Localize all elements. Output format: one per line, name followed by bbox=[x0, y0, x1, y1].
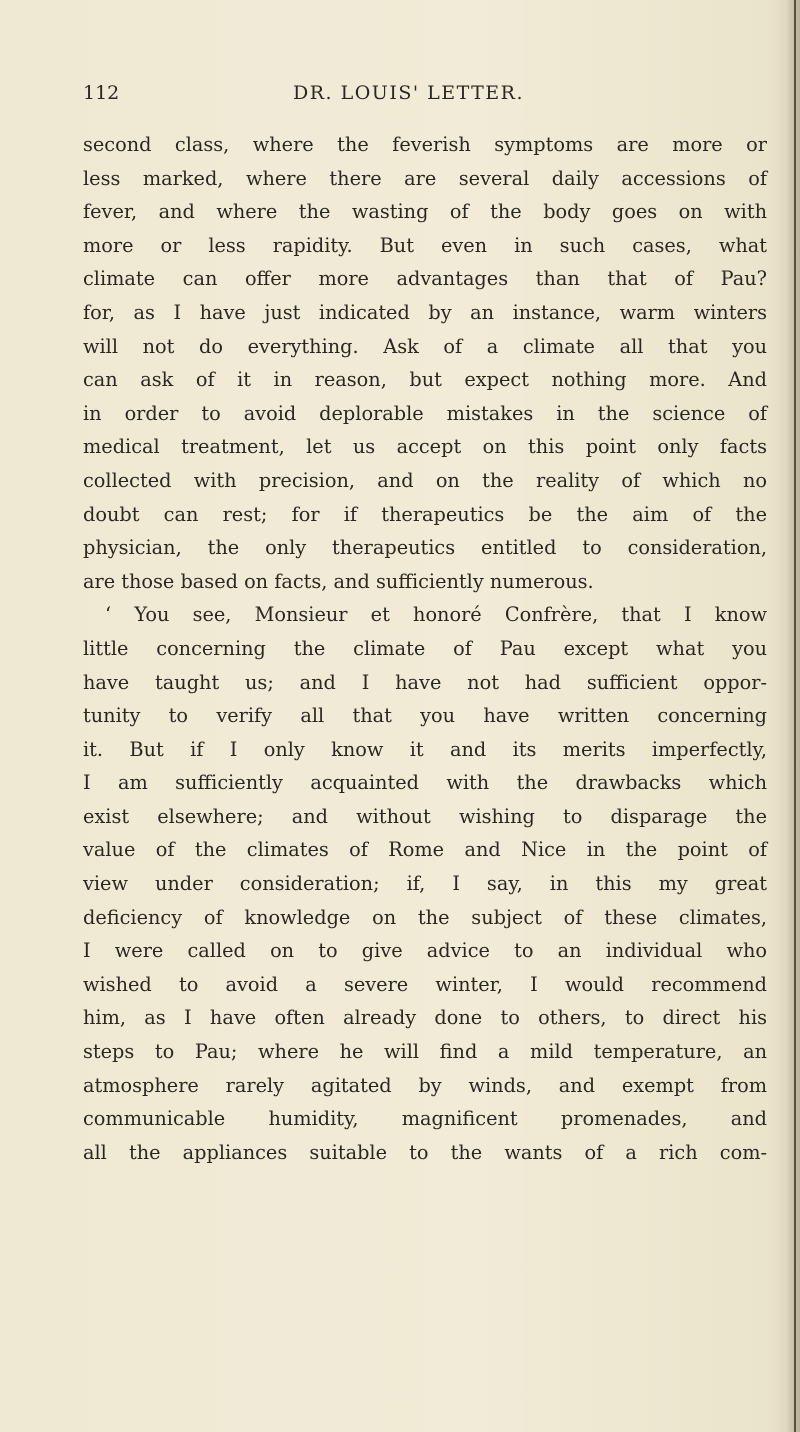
text-line: in order to avoid deplorable mistakes in the science of bbox=[83, 401, 767, 425]
text-line: medical treatment, let us accept on this point only facts bbox=[83, 435, 767, 459]
text-line: can ask of it in reason, but expect nothing more. And bbox=[83, 368, 767, 392]
text-line: value of the climates of Rome and Nice in the point of bbox=[83, 838, 767, 862]
text-line: atmosphere rarely agitated by winds, and exempt from bbox=[83, 1073, 767, 1097]
body-text bbox=[83, 128, 767, 1169]
text-line: for, as I have just indicated by an instance, warm winters bbox=[83, 300, 767, 324]
text-line: I am sufficiently acquainted with the drawbacks which bbox=[83, 771, 767, 795]
text-line: less marked, where there are several daily accessions of bbox=[83, 166, 767, 190]
text-line: collected with precision, and on the reality of which no bbox=[83, 468, 767, 492]
text-line: fever, and where the wasting of the body goes on with bbox=[83, 200, 767, 224]
page-edge-line bbox=[794, 0, 796, 1432]
page-number: 112 bbox=[83, 82, 120, 104]
text-line: second class, where the feverish symptoms are more or bbox=[83, 133, 767, 156]
text-line: it. But if I only know it and its merits imperfectly, bbox=[83, 737, 767, 761]
text-line: him, as I have often already done to others, to direct his bbox=[83, 1006, 767, 1030]
text-line: view under consideration; if, I say, in this my great bbox=[83, 872, 767, 896]
text-line: deficiency of knowledge on the subject of these climates, bbox=[83, 905, 767, 929]
text-line: physician, the only therapeutics entitled to consideration, bbox=[83, 536, 767, 560]
text-line: have taught us; and I have not had sufficient oppor- bbox=[83, 670, 767, 694]
page-edge-shadow bbox=[786, 0, 800, 1432]
text-line: tunity to verify all that you have written concerning bbox=[83, 704, 767, 728]
text-line: I were called on to give advice to an individual who bbox=[83, 939, 767, 963]
text-line: little concerning the climate of Pau except what you bbox=[83, 636, 767, 660]
text-line: wished to avoid a severe winter, I would recommend bbox=[83, 972, 767, 996]
text-line: exist elsewhere; and without wishing to disparage the bbox=[83, 804, 767, 828]
text-line: ‘ You see, Monsieur et honoré Confrère, that I know bbox=[105, 603, 767, 627]
text-line: doubt can rest; for if therapeutics be the aim of the bbox=[83, 502, 767, 526]
text-line: communicable humidity, magnificent promenades, and bbox=[83, 1107, 767, 1131]
text-line: climate can offer more advantages than that of Pau? bbox=[83, 267, 767, 291]
text-line: are those based on facts, and sufficiently numerous. bbox=[83, 569, 594, 593]
text-line: all the appliances suitable to the wants of a rich com- bbox=[83, 1140, 767, 1164]
running-head: DR. LOUIS' LETTER. bbox=[293, 82, 525, 104]
page-header bbox=[83, 76, 723, 116]
text-line: steps to Pau; where he will find a mild temperature, an bbox=[83, 1040, 767, 1064]
text-line: more or less rapidity. But even in such cases, what bbox=[83, 233, 767, 257]
text-line: will not do everything. Ask of a climate all that you bbox=[83, 334, 767, 358]
